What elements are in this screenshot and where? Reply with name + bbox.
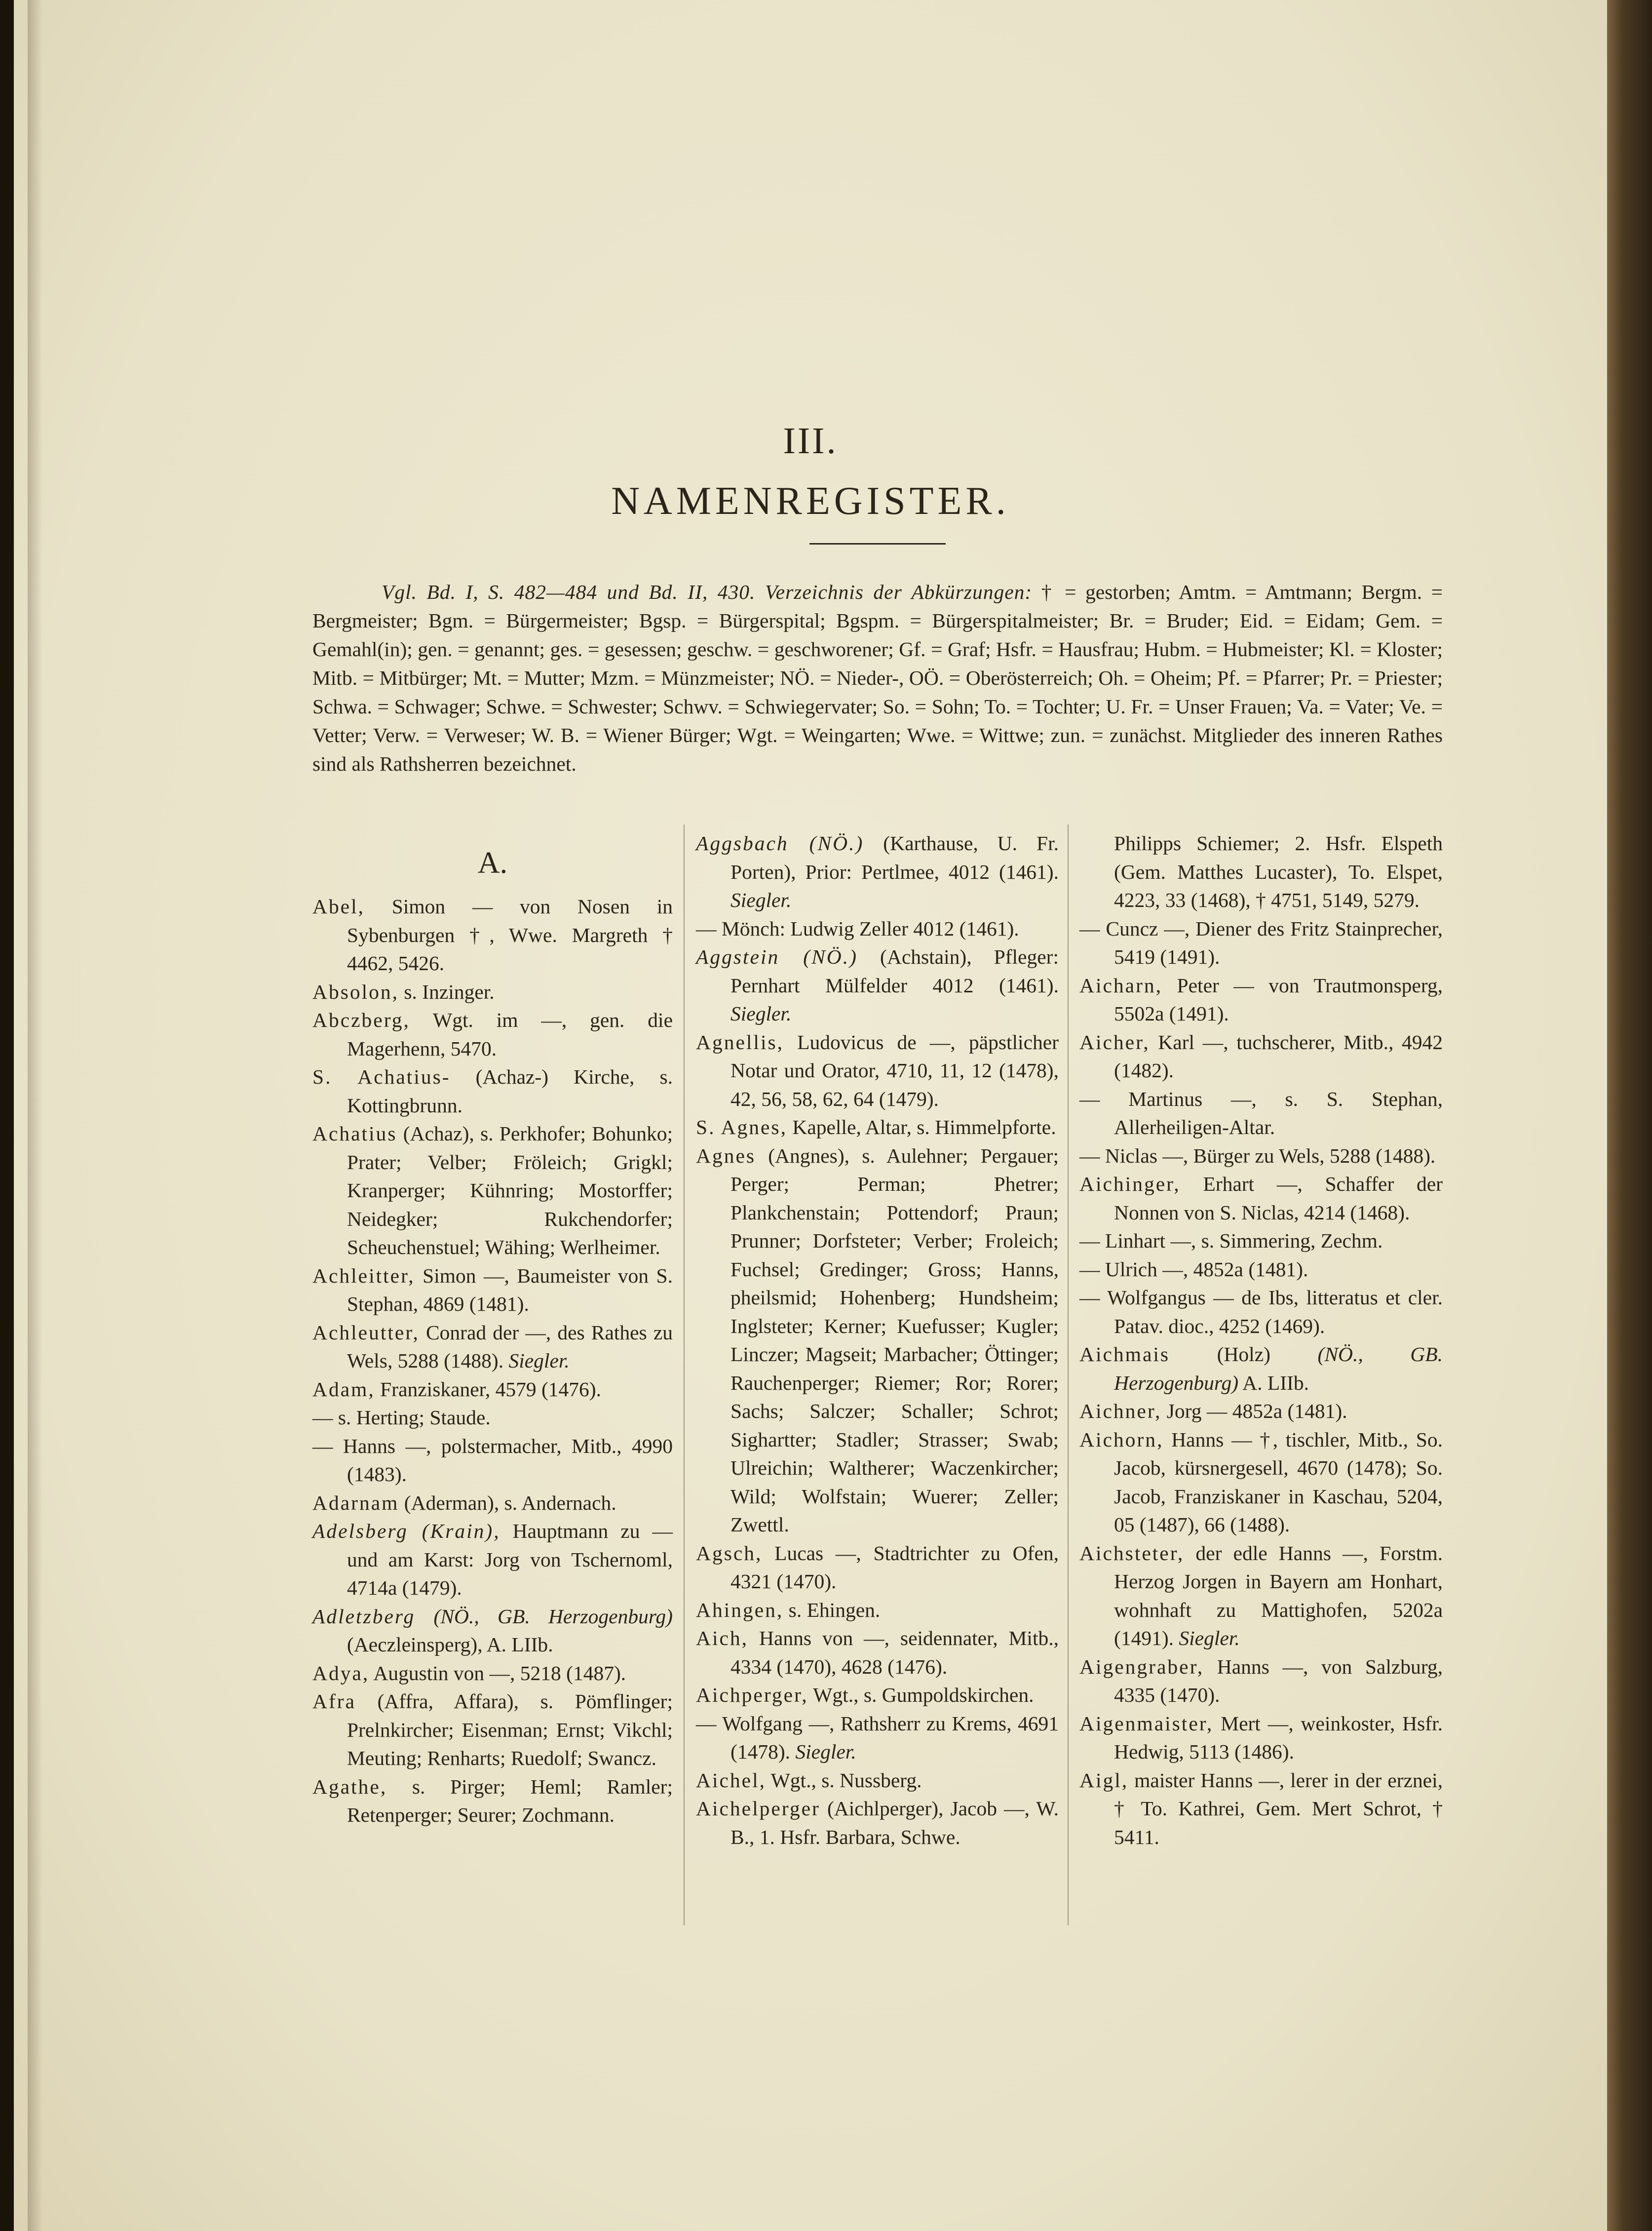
entry-note: Siegler. [795, 1740, 856, 1763]
register-entry [696, 1142, 1059, 1539]
entry-text: Simon — von Nosen in Sybenburgen †, Wwe. Margreth † 4462, 5426. [347, 895, 673, 975]
entry-text: (Angnes), s. Aulehner; Pergauer; Perger; Perman; Phetrer; Plankchenstain; Pottendorf; Praun; Prunner; Dorfsteter; Verber; Froleich; Fuchsel; Gredinger; Gross; Hanns, pheilsmid; Hohenberg; Hundsheim; Inglsteter; Kerner; Kuefusser; Kugler; Linczer; Magseit; Marbacher; Öttinger; Rauchenperger; Riemer; Ror; Rorer; Sachs; Salczer; Schaller; Schrot; Sighartter; Stadler; Strasser; Swab; Ulreichin; Waltherer; Waczenkircher; Wild; Wolfstain; Wuerer; Zeller; Zwettl. [730, 1144, 1059, 1536]
column-separator [1068, 824, 1069, 1925]
register-entry [312, 1659, 673, 1688]
register-entry [312, 1404, 673, 1432]
entry-text: Erhart —, Schaffer der Nonnen von S. Niclas, 4214 (1468). [1114, 1173, 1443, 1224]
entry-keyword: Achleitter, [312, 1264, 415, 1287]
register-entry [1079, 1426, 1443, 1539]
entry-text: (Holz) [1170, 1343, 1318, 1366]
entry-text: — s. Herting; Staude. [312, 1406, 491, 1429]
entry-text: — Wolfgangus — de Ibs, litteratus et cler. Patav. dioc., 4252 (1469). [1079, 1286, 1443, 1337]
entry-text: Hanns — †, tischler, Mitb., So. Jacob, kürsnergesell, 4670 (1478); So. Jacob, Franziskaner in Kaschau, 5204, 05 (1487), 66 (1488). [1114, 1428, 1443, 1536]
entry-keyword: Aicher, [1079, 1030, 1150, 1054]
entry-text: — Hanns —, polstermacher, Mitb., 4990 (1483). [312, 1434, 673, 1486]
entry-note: Siegler. [730, 1002, 792, 1025]
entry-text: (Affra, Affara), s. Pömflinger; Prelnkircher; Eisenman; Ernst; Vikchl; Meuting; Renharts; Ruedolf; Swancz. [347, 1690, 673, 1769]
entry-text: der edle Hanns —, Forstm. Herzog Jorgen in Bayern am Honhart, wohnhaft zu Mattighofen, 5202a (1491). [1114, 1541, 1443, 1649]
entry-text: — Ulrich —, 4852a (1481). [1079, 1257, 1308, 1281]
register-entry [312, 1432, 673, 1489]
entry-keyword: S. Achatius- [312, 1065, 451, 1088]
entry-keyword: Adelsberg (Krain), [312, 1520, 500, 1542]
preface-abbreviations: † = gestorben; Amtm. = Amtmann; Bergm. = Bergmeister; Bgm. = Bürgermeister; Bgsp. = Bürgerspital; Bgspm. = Bürgerspitalmeister; Br. = Bruder; Eid. = Eidam; Gem. = Gemahl(in); gen. = genannt; ges. = gesessen; geschw. = geschworener; Gf. = Graf; Hsfr. = Hausfrau; Hubm. = Hubmeister; Kl. = Kloster; Mitb. = Mitbürger; Mt. = Mutter; Mzm. = Münzmeister; NÖ. = Nieder-, OÖ. = Oberösterreich; Oh. = Oheim; Pf. = Pfarrer; Pr. = Priester; Schwa. = Schwager; Schwe. = Schwester; Schwv. = Schwiegervater; So. = Sohn; To. = Tochter; U. Fr. = Unser Frauen; Va. = Vater; Ve. = Vetter; Verw. = Verweser; W. B. = Wiener Bürger; Wgt. = Weingarten; Wwe. = Wittwe; zun. = zunächst. Mitglieder des inneren Rathes sind als Rathsherren bezeichnet. [312, 581, 1443, 775]
register-entry [312, 1687, 673, 1773]
entry-text: s. Inzinger. [399, 980, 495, 1003]
register-entry [1079, 1539, 1443, 1653]
entry-text: s. Ehingen. [783, 1598, 881, 1621]
book-edge [1607, 0, 1652, 2231]
entry-keyword: Aigenmaister, [1079, 1712, 1214, 1735]
register-entry [312, 1773, 673, 1830]
entry-location: (NÖ., GB. Herzogenburg) [1114, 1343, 1443, 1394]
register-entry [1079, 1227, 1443, 1255]
entry-list [312, 893, 673, 1830]
entry-note: Siegler. [1179, 1627, 1240, 1649]
register-entry [312, 1063, 673, 1120]
entry-text: maister Hanns —, lerer in der erznei, † To. Kathrei, Gem. Mert Schrot, † 5411. [1114, 1768, 1443, 1848]
register-entry [1079, 1340, 1443, 1397]
entry-keyword: Achatius [312, 1122, 397, 1145]
register-entry [696, 1539, 1059, 1596]
entry-text: Kapelle, Altar, s. Himmelpforte. [787, 1116, 1056, 1138]
entry-list [1079, 829, 1443, 1851]
entry-text: s. Pirger; Heml; Ramler; Retenperger; Seurer; Zochmann. [347, 1775, 673, 1826]
entry-text: Ludovicus de —, päpstlicher Notar und Orator, 4710, 11, 12 (1478), 42, 56, 58, 62, 64 (1479). [730, 1030, 1059, 1110]
register-entry [696, 943, 1059, 1028]
entry-text: (Aderman), s. Andernach. [399, 1491, 616, 1514]
register-entry [312, 1262, 673, 1319]
register-entry [696, 1681, 1059, 1710]
entry-text: Hanns von —, seidennater, Mitb., 4334 (1470), 4628 (1476). [730, 1627, 1059, 1678]
register-entry [1079, 1766, 1443, 1852]
register-entry [696, 1113, 1059, 1142]
entry-keyword: Aggstein (NÖ.) [696, 945, 858, 968]
page-gutter-shadow [28, 0, 42, 2231]
entry-keyword: Agnes [696, 1144, 756, 1167]
register-entry [1079, 915, 1443, 972]
entry-text: (Aeczleinsperg), A. LIIb. [347, 1633, 553, 1656]
register-entry [696, 1624, 1059, 1681]
register-entry [1079, 1170, 1443, 1227]
entry-text: (Karthause, U. Fr. Porten), Prior: Pertlmee, 4012 (1461). [730, 832, 1059, 883]
entry-text: Lucas —, Stadtrichter zu Ofen, 4321 (1470). [730, 1541, 1059, 1593]
section-number: III. [783, 420, 838, 462]
register-entry [696, 1028, 1059, 1114]
entry-keyword: Aichinger, [1079, 1173, 1181, 1195]
register-entry [1079, 1710, 1443, 1766]
letter-heading: A. [477, 846, 508, 880]
register-column-1 [312, 829, 673, 1830]
section-title: NAMENREGISTER. [611, 479, 1010, 523]
entry-text [415, 1605, 433, 1628]
register-entry [312, 1489, 673, 1518]
entry-keyword: Aichel, [696, 1768, 766, 1792]
entry-text: Hanns —, von Salzburg, 4335 (1470). [1114, 1655, 1443, 1706]
register-entry [696, 1766, 1059, 1795]
entry-text: Karl —, tuchscherer, Mitb., 4942 (1482). [1114, 1030, 1443, 1082]
register-entry [1079, 1284, 1443, 1340]
register-entry [696, 829, 1059, 915]
entry-keyword: Aggsbach (NÖ.) [696, 832, 864, 855]
register-entry [312, 1517, 673, 1603]
entry-text: — Cuncz —, Diener des Fritz Stainprecher, 5419 (1491). [1079, 917, 1443, 968]
entry-list [696, 829, 1059, 1851]
entry-text: Simon —, Baumeister von S. Stephan, 4869 (1481). [347, 1264, 673, 1315]
register-entry [1079, 972, 1443, 1028]
entry-text: — Martinus —, s. S. Stephan, Allerheiligen-Altar. [1079, 1087, 1443, 1138]
entry-keyword: Absolon, [312, 980, 399, 1003]
entry-text: (Achaz), s. Perkhofer; Bohunko; Prater; Velber; Fröleich; Grigkl; Kranperger; Kühnring; Mostorffer; Neidegker; Rukchendorfer; Scheuchenstuel; Wähing; Werlheimer. [347, 1122, 673, 1258]
entry-keyword: Aigengraber, [1079, 1655, 1204, 1678]
entry-text: Conrad der —, des Rathes zu Wels, 5288 (1488). [347, 1321, 673, 1372]
entry-text: Philipps Schiemer; 2. Hsfr. Elspeth (Gem. Matthes Lucaster), To. Elspet, 4223, 33 (1468), † 4751, 5149, 5279. [1114, 832, 1443, 911]
entry-text: Jorg — 4852a (1481). [1161, 1400, 1347, 1422]
entry-text: Wgt., s. Nussberg. [766, 1768, 922, 1792]
entry-text: — Niclas —, Bürger zu Wels, 5288 (1488). [1079, 1144, 1436, 1167]
register-entry [1079, 1255, 1443, 1284]
entry-text: (Aichlperger), Jacob —, W. B., 1. Hsfr. Barbara, Schwe. [730, 1797, 1059, 1848]
entry-keyword: Aichperger, [696, 1683, 808, 1706]
entry-text: — Linhart —, s. Simmering, Zechm. [1079, 1229, 1383, 1252]
entry-keyword: Adya, [312, 1661, 370, 1684]
entry-keyword: Aichelperger [696, 1797, 820, 1820]
entry-text: Mert —, weinkoster, Hsfr. Hedwig, 5113 (1486). [1114, 1712, 1443, 1763]
entry-keyword: S. Agnes, [696, 1116, 787, 1138]
entry-note: Siegler. [730, 889, 792, 911]
entry-note: Siegler. [508, 1349, 570, 1372]
preface-reference: Vgl. Bd. I, S. 482—484 und Bd. II, 430. Verzeichnis der Abkürzungen: [382, 581, 1033, 603]
entry-text: A. LIIb. [1238, 1371, 1309, 1394]
entry-keyword: Agsch, [696, 1541, 763, 1565]
entry-keyword: Adam, [312, 1377, 375, 1401]
register-entry [312, 1603, 673, 1659]
entry-text: Peter — von Trautmonsperg, 5502a (1491). [1114, 974, 1443, 1025]
register-entry [312, 893, 673, 978]
register-entry [696, 1710, 1059, 1766]
entry-keyword: Aichorn, [1079, 1428, 1164, 1451]
register-entry [696, 915, 1059, 943]
register-entry [696, 1596, 1059, 1625]
entry-text: — Wolfgang —, Rathsherr zu Krems, 4691 (1478). [696, 1712, 1059, 1763]
entry-text: Augustin von —, 5218 (1487). [369, 1661, 626, 1684]
entry-keyword: Abel, [312, 895, 365, 918]
register-entry [1079, 1142, 1443, 1171]
entry-text: Hauptmann zu — und am Karst: Jorg von Tschernoml, 4714a (1479). [347, 1520, 673, 1599]
register-entry [312, 978, 673, 1007]
entry-text: (Achaz-) Kirche, s. Kottingbrunn. [347, 1065, 673, 1117]
column-separator [684, 824, 685, 1925]
register-entry [312, 1319, 673, 1375]
register-page [14, 0, 1607, 2231]
entry-keyword: Aich, [696, 1627, 749, 1649]
entry-keyword: Aichsteter, [1079, 1541, 1185, 1565]
register-column-2 [696, 829, 1059, 1851]
register-column-3 [1079, 829, 1443, 1851]
register-entry [696, 1795, 1059, 1851]
entry-keyword: Abczberg, [312, 1009, 410, 1031]
register-entry [312, 1006, 673, 1063]
register-entry [1079, 1397, 1443, 1426]
title-rule [809, 543, 946, 545]
register-entry [1079, 1085, 1443, 1142]
abbreviation-preface [312, 578, 1443, 778]
entry-text: Wgt., s. Gumpoldskirchen. [808, 1683, 1034, 1706]
entry-keyword: Adletzberg [312, 1605, 416, 1628]
register-entry [312, 1120, 673, 1262]
entry-text: — Mönch: Ludwig Zeller 4012 (1461). [696, 917, 1019, 940]
entry-keyword: Achleutter, [312, 1321, 420, 1344]
entry-text: Franziskaner, 4579 (1476). [375, 1377, 601, 1401]
entry-text: Wgt. im —, gen. die Magerhenn, 5470. [347, 1009, 673, 1060]
entry-keyword: Afra [312, 1690, 356, 1713]
entry-text: (Achstain), Pfleger: Pernhart Mülfelder 4012 (1461). [730, 945, 1059, 997]
register-entry [1079, 829, 1443, 915]
entry-keyword: Adarnam [312, 1491, 399, 1514]
entry-keyword: Agnellis, [696, 1030, 784, 1054]
register-entry [312, 1375, 673, 1404]
register-entry [1079, 1028, 1443, 1085]
entry-keyword: Agathe, [312, 1775, 387, 1798]
register-entry [1079, 1653, 1443, 1710]
entry-keyword: Ahingen, [696, 1598, 784, 1621]
entry-keyword: Aichner, [1079, 1400, 1162, 1422]
entry-location: (NÖ., GB. Herzogenburg) [433, 1605, 673, 1628]
entry-keyword: Aigl, [1079, 1768, 1129, 1792]
entry-keyword: Aicharn, [1079, 974, 1163, 997]
entry-keyword: Aichmais [1079, 1343, 1170, 1366]
